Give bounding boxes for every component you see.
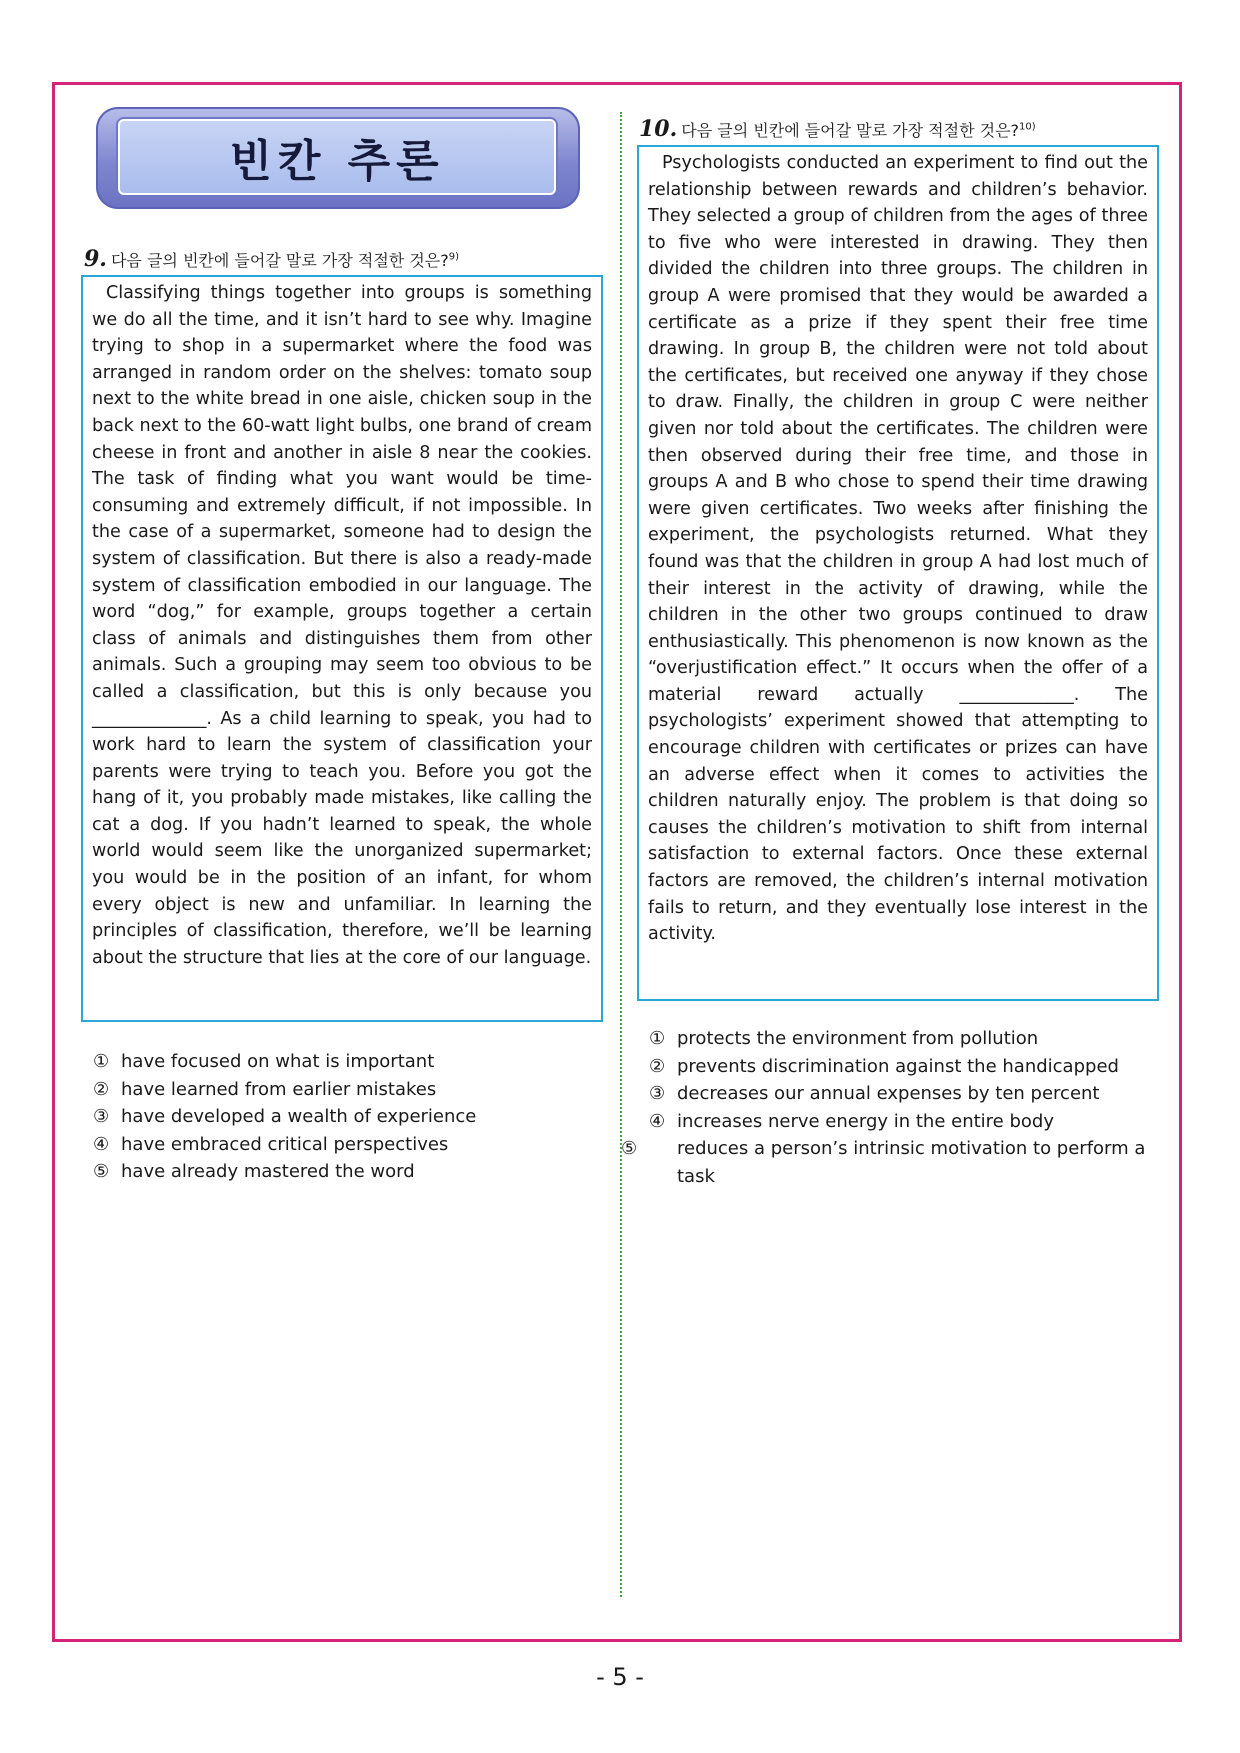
question-10-passage-box [637, 145, 1159, 1001]
question-10-footnote: 10) [1019, 121, 1036, 133]
section-banner-plate [118, 119, 556, 195]
section-banner [96, 107, 580, 209]
question-10-header [639, 116, 1036, 142]
question-10-prompt: 다음 글의 빈칸에 들어갈 말로 가장 적절한 것은? [681, 121, 1020, 140]
question-10-choice-5[interactable]: ⑤ reduces a person’s intrinsic motivation to perform a task [621, 1138, 1146, 1187]
question-9-header [84, 246, 459, 272]
section-title: 빈칸 추론 [229, 136, 445, 187]
page-number: - 5 - [596, 1663, 644, 1691]
question-9-number: 9. [84, 246, 107, 272]
question-10-choice-2[interactable]: ② prevents discrimination against the handicapped [649, 1055, 1119, 1077]
question-9-choice-5[interactable]: ⑤ have already mastered the word [93, 1161, 415, 1182]
question-10-number: 10. [639, 116, 678, 142]
question-10-choices [621, 1025, 1187, 1190]
question-10-choice-4[interactable]: ④ increases nerve energy in the entire body [649, 1110, 1054, 1132]
question-9-choice-3[interactable]: ③ have developed a wealth of experience [93, 1106, 477, 1127]
question-9-passage-box [81, 275, 603, 1022]
question-9-footnote: 9) [448, 251, 459, 263]
question-9-choices [93, 1048, 476, 1186]
question-9-prompt: 다음 글의 빈칸에 들어갈 말로 가장 적절한 것은? [110, 251, 449, 270]
question-10-choice-3[interactable]: ③ decreases our annual expenses by ten percent [649, 1083, 1100, 1104]
question-9-choice-2[interactable]: ② have learned from earlier mistakes [93, 1078, 437, 1100]
question-10-choice-1[interactable]: ① protects the environment from pollution [649, 1028, 1039, 1049]
question-10-passage: Psychologists conducted an experiment to find out the relationship between rewards and children’s behavior. They selected a group of children from the ages of three to five who were interested in drawing. They then divided the children into three groups. The children in group A were promised that they would be awarded a certificate as a prize if they spent their free time drawing. In group B, the children were not told about the certificates, but received one anyway if they chose to draw. Finally, the children in group C were neither given nor told about the certificates. The children were then observed during their free time, and those in groups A and B who chose to spend their time drawing were given certificates. Two weeks after finishing the experiment, the psychologists returned. What they found was that the children in group A had lost much of their interest in the activity of drawing, while the children in the other two groups continued to draw enthusiastically. This phenomenon is now known as the “overjustification effect.” It occurs when the offer of a material reward actually _____________. The psychologists’ experiment showed that attempting to encourage children with certificates or prizes can have an adverse effect when it comes to activities the children naturally enjoy. The problem is that doing so causes the children’s motivation to shift from internal satisfaction to external factors. Once these external factors are removed, the children’s internal motivation fails to return, and they eventually lose interest in the activity. [648, 153, 1148, 945]
column-divider [620, 112, 622, 1597]
question-9-choice-1[interactable]: ① have focused on what is important [93, 1051, 435, 1072]
question-9-choice-4[interactable]: ④ have embraced critical perspectives [93, 1133, 449, 1155]
question-9-passage: Classifying things together into groups is something we do all the time, and it isn’t hard to see why. Imagine trying to shop in a supermarket where the food was arranged in random order on the shelves: tomato soup next to the white bread in one aisle, chicken soup in the back next to the 60-watt light bulbs, one brand of cream cheese in front and another in aisle 8 near the cookies. The task of finding what you want would be time-consuming and extremely difficult, if not impossible. In the case of a supermarket, someone had to design the system of classification. But there is also a ready-made system of classification embodied in our language. The word “dog,” for example, groups together a certain class of animals and distinguishes them from other animals. Such a grouping may seem too obvious to be called a classification, but this is only because you _____________. As a child learning to speak, you had to work hard to learn the system of classification your parents were trying to teach you. Before you got the hang of it, you probably made mistakes, like calling the cat a dog. If you hadn’t learned to speak, the whole world would seem like the unorganized supermarket; you would be in the position of an infant, for whom every object is new and unfamiliar. In learning the principles of classification, therefore, we’ll be learning about the structure that lies at the core of our language. [92, 283, 592, 968]
